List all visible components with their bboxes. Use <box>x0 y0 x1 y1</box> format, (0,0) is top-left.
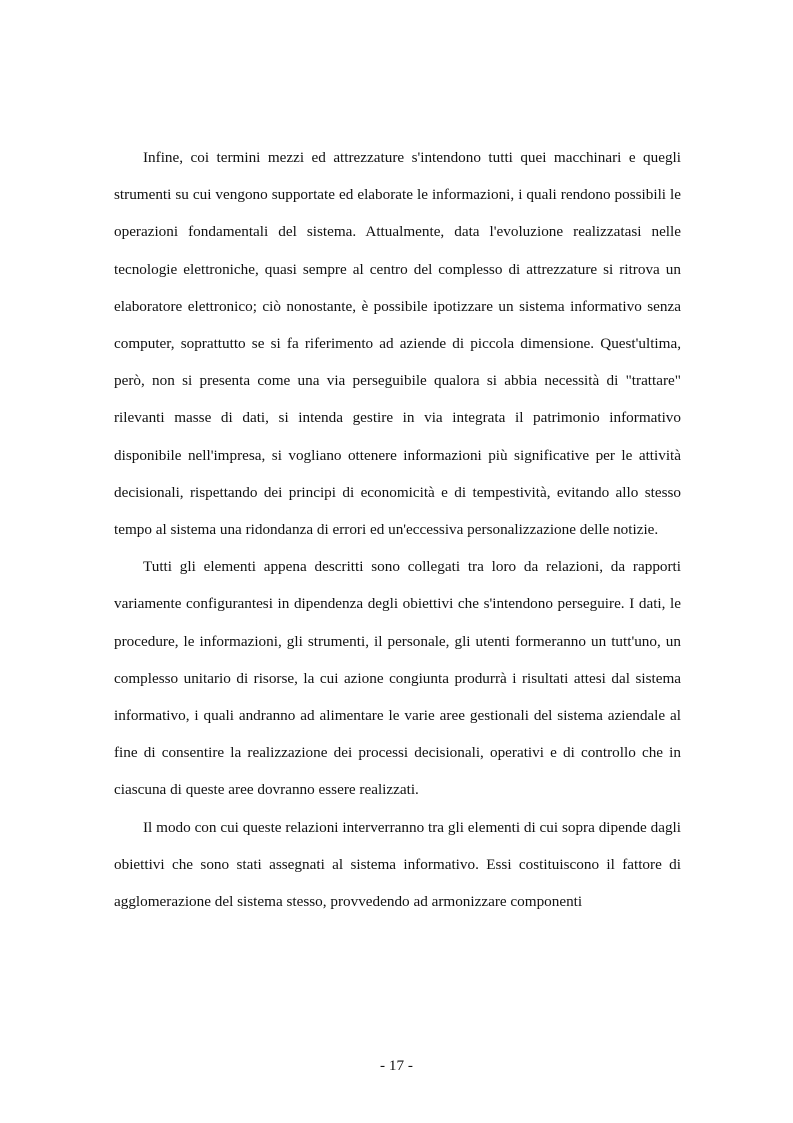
paragraph-obiettivi-sistema: Il modo con cui queste relazioni interverranno tra gli elementi di cui sopra dipende dagli obiettivi che sono stati assegnati al sistema informativo. Essi costituiscono il fattore di agglomerazione del sistema stesso, provvedendo ad armonizzare componenti <box>114 818 681 911</box>
page-number: - 17 - <box>380 1057 413 1074</box>
paragraph-mezzi-attrezzature: Infine, coi termini mezzi ed attrezzature s'intendono tutti quei macchinari e quegli strumenti su cui vengono supportate ed elaborate le informazioni, i quali rendono possibili le operazioni fondamentali del sistema. Attualmente, data l'evoluzione realizzatasi nelle tecnologie elettroniche, quasi sempre al centro del complesso di attrezzature si ritrova un elaboratore elettronico; ciò nonostante, è possibile ipotizzare un sistema informativo senza computer, soprattutto se si fa riferimento ad aziende di piccola dimensione. Quest'ultima, però, non si presenta come una via perseguibile qualora si abbia necessità di "trattare" rilevanti masse di dati, si intenda gestire in via integrata il patrimonio informativo disponibile nell'impresa, si vogliano ottenere informazioni più significative per le attività decisionali, rispettando dei principi di economicità e di tempestività, evitando allo stesso tempo al sistema una ridondanza di errori ed un'eccessiva personalizzazione delle notizie. <box>114 149 681 539</box>
body-text <box>114 139 681 920</box>
paragraph-relazioni-elementi: Tutti gli elementi appena descritti sono collegati tra loro da relazioni, da rapporti variamente configurantesi in dipendenza degli obiettivi che s'intendono perseguire. I dati, le procedure, le informazioni, gli strumenti, il personale, gli utenti formeranno un tutt'uno, un complesso unitario di risorse, la cui azione congiunta produrrà i risultati attesi dal sistema informativo, i quali andranno ad alimentare le varie aree gestionali del sistema aziendale al fine di consentire la realizzazione dei processi decisionali, operativi e di controllo che in ciascuna di queste aree dovranno essere realizzati. <box>114 558 681 799</box>
